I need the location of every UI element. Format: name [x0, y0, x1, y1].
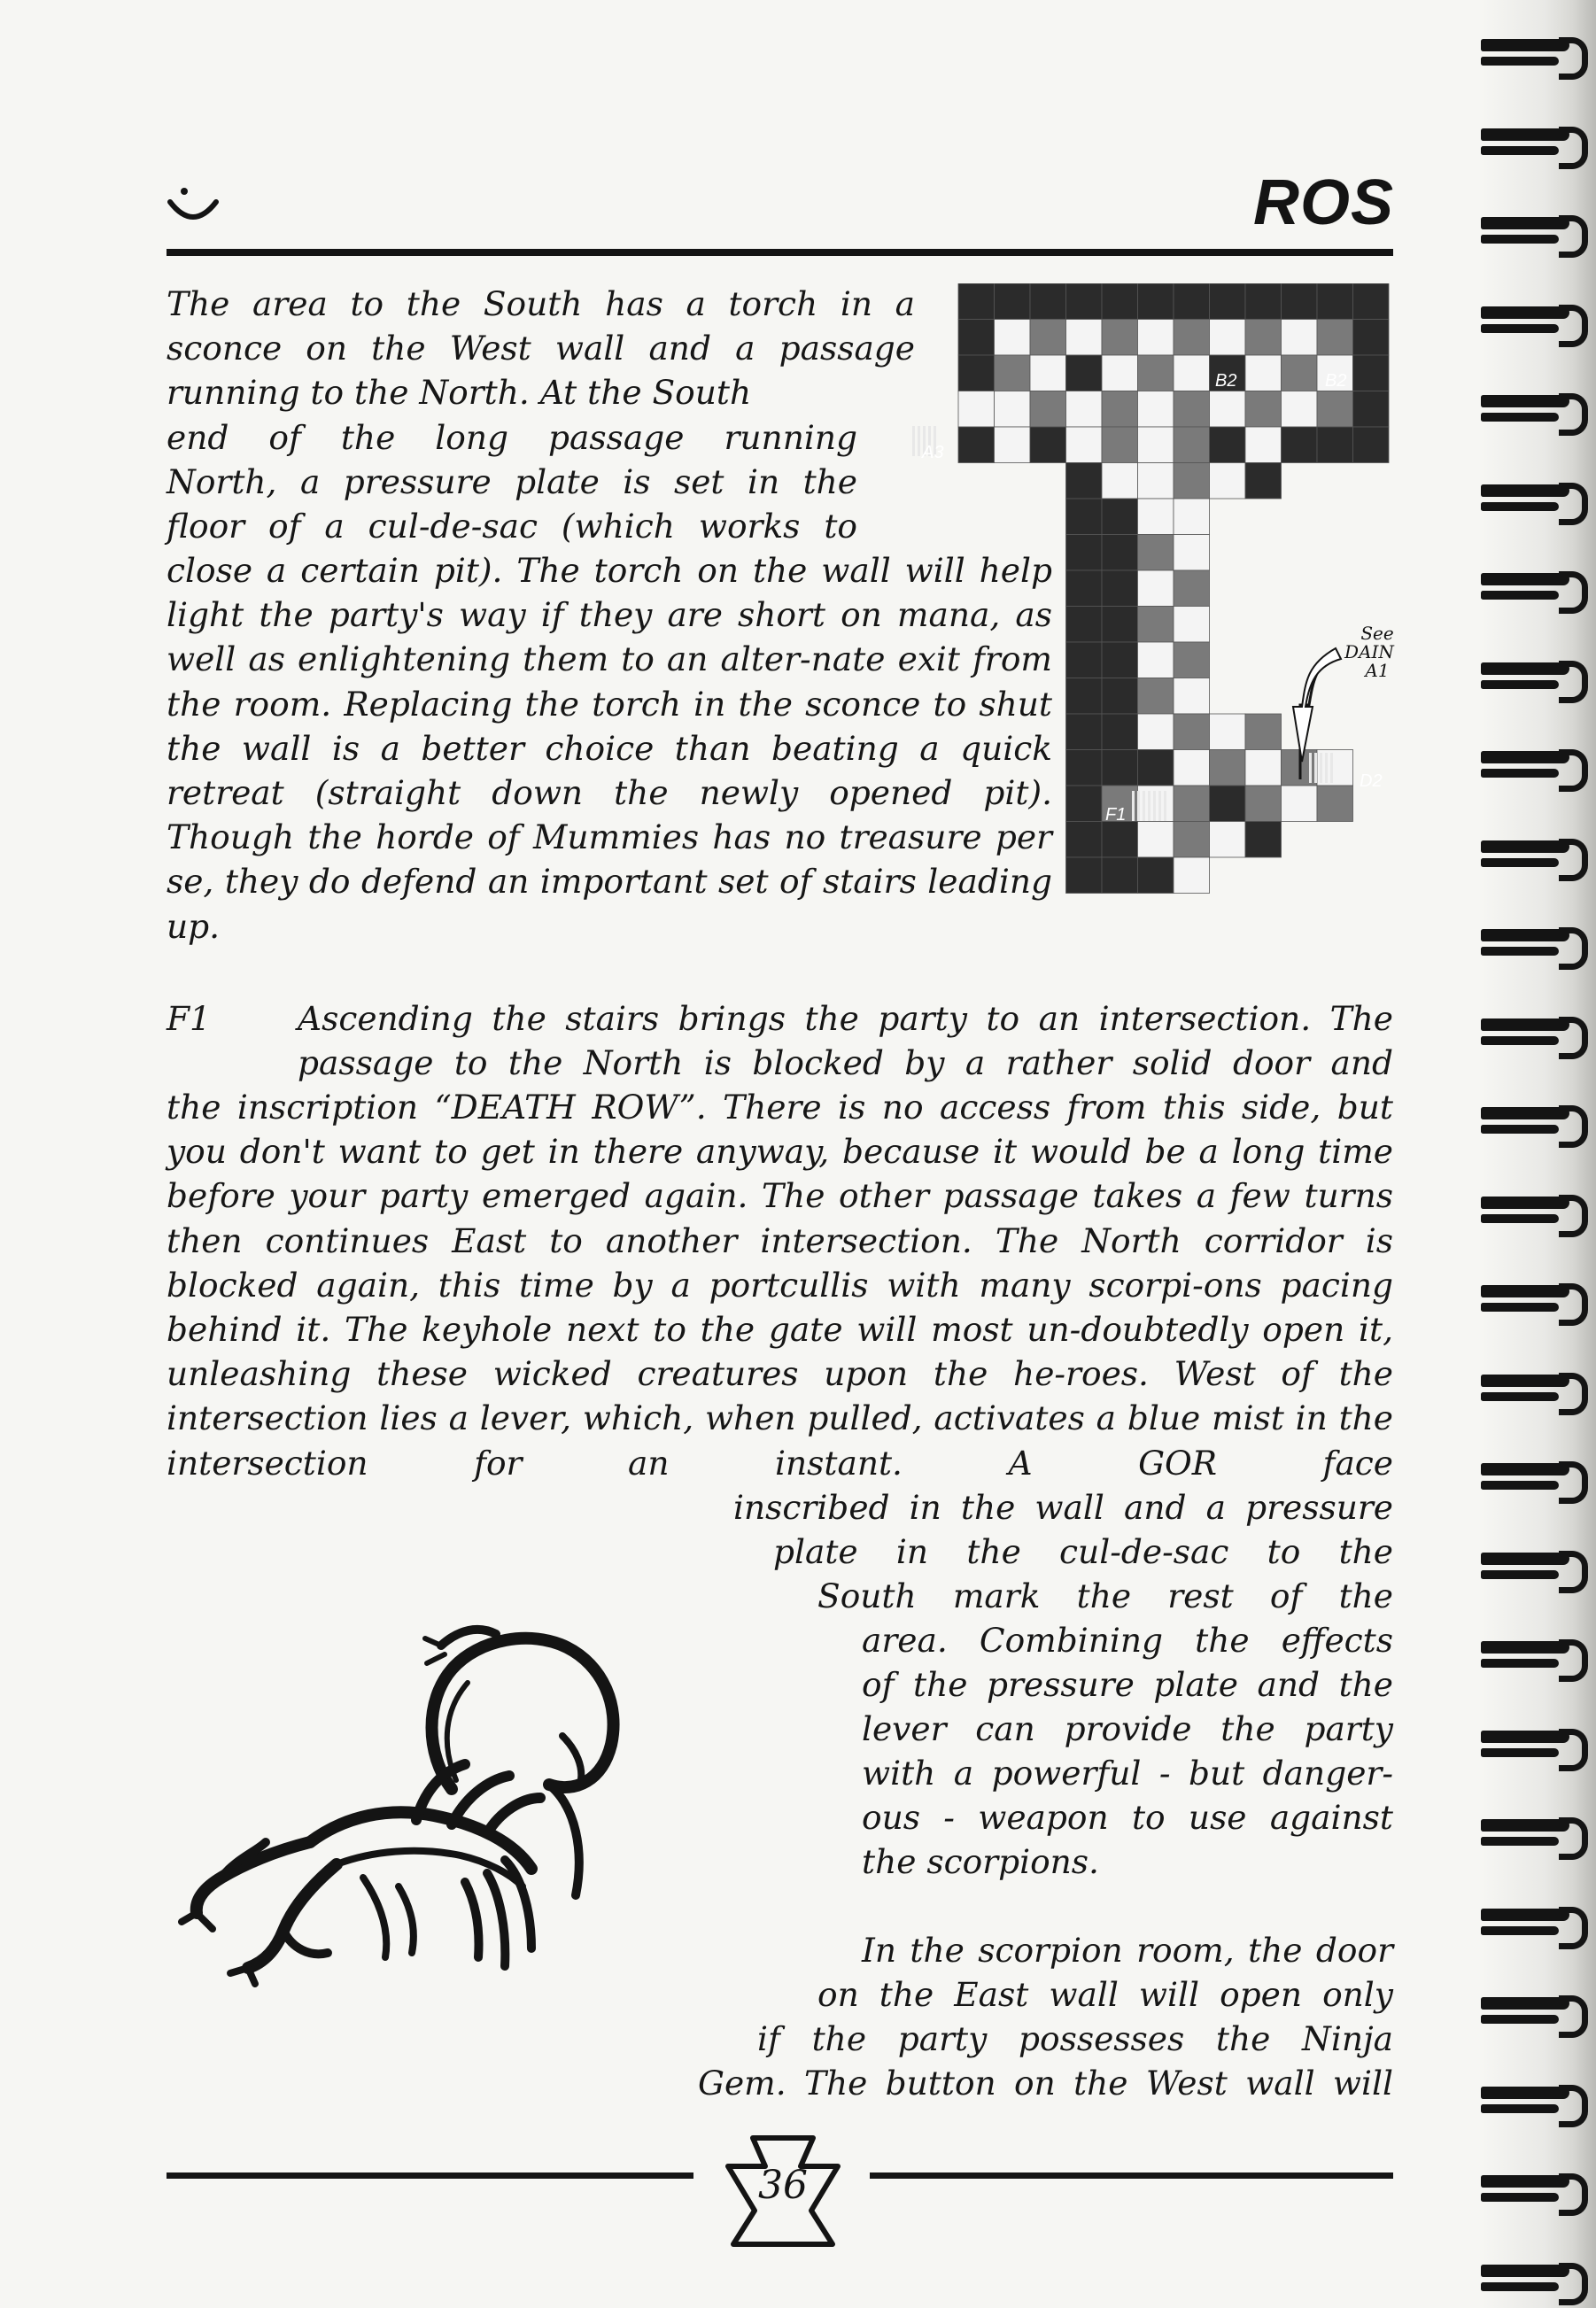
map-note-a1: A1 — [1365, 660, 1390, 681]
wrap-line: on the East wall will open only — [817, 1975, 1393, 2014]
map-cell — [1066, 499, 1103, 535]
map-stairs-mark — [1330, 753, 1333, 783]
map-cell — [1174, 570, 1210, 607]
binding-ring — [1481, 1369, 1585, 1408]
map-cell — [1210, 786, 1246, 822]
map-cell — [1030, 391, 1066, 428]
map-cell — [1317, 427, 1353, 463]
map-cell — [1066, 427, 1103, 463]
wrap-line: of the pressure plate and the — [862, 1665, 1393, 1704]
footer-divider-right — [870, 2172, 1393, 2179]
binding-ring — [1481, 390, 1585, 429]
map-label-d2: D2 — [1360, 771, 1383, 791]
wrap-line: with a powerful - but danger- — [862, 1754, 1393, 1793]
intro-line: running to the North. At the South — [167, 373, 752, 413]
map-cell — [1174, 678, 1210, 715]
map-cell — [958, 320, 995, 356]
wrap-line: inscribed in the wall and a pressure — [733, 1488, 1393, 1527]
map-cell — [1245, 750, 1282, 786]
binding-ring — [1481, 479, 1585, 518]
map-cell — [1138, 535, 1174, 571]
map-cell — [1245, 786, 1282, 822]
map-cell — [1066, 607, 1103, 643]
map-cell — [1282, 786, 1318, 822]
map-cell — [958, 283, 995, 320]
map-cell — [1174, 499, 1210, 535]
map-cell — [1066, 642, 1103, 678]
map-stairs-mark — [1314, 753, 1317, 783]
map-cell — [1245, 355, 1282, 391]
map-cell — [1138, 642, 1174, 678]
map-cell — [1138, 355, 1174, 391]
map-cell — [995, 391, 1031, 428]
map-cell — [1317, 750, 1353, 786]
binding-ring — [1481, 1903, 1585, 1942]
map-cell — [1102, 714, 1138, 750]
binding-ring — [1481, 1992, 1585, 2031]
map-cell — [1102, 678, 1138, 715]
map-cell — [1317, 320, 1353, 356]
map-cell — [1066, 750, 1103, 786]
map-cell — [1174, 857, 1210, 894]
map-cell — [1353, 391, 1390, 428]
map-cell — [958, 355, 995, 391]
f1-body-text: the inscription “DEATH ROW”. There is no access from this side, but you don't want to get in there anyway, because it would be a long time before your party emerged again. The other passage takes a few turns then continues East to another intersection. The North corridor is blocked again, this time by a portcullis with many scorpi-ons pacing behind it. The keyhole next to the gate will most un-doubtedly open it, unleashing these wicked creatures upon the he-roes. West of the intersection lies a lever, which, when pulled, activates a blue mist in the intersection for an instant. A GOR face — [167, 1088, 1393, 1483]
map-cell — [958, 427, 995, 463]
map-cell — [1102, 607, 1138, 643]
map-cell — [1138, 283, 1174, 320]
map-cell — [1102, 642, 1138, 678]
binding-ring — [1481, 34, 1585, 73]
map-cell — [1066, 714, 1103, 750]
map-cell — [958, 391, 995, 428]
map-cell — [1174, 607, 1210, 643]
binding-ring — [1481, 568, 1585, 607]
f1-line: passage to the North is blocked by a rather solid door and — [298, 1043, 1393, 1083]
binding-ring — [1481, 1725, 1585, 1764]
map-cell — [1282, 320, 1318, 356]
map-cell — [1210, 391, 1246, 428]
intro-line: North, a pressure plate is set in the — [167, 461, 857, 501]
map-cell — [1102, 355, 1138, 391]
map-stairs-mark — [918, 426, 920, 456]
wrap-line: South mark the rest of the — [817, 1576, 1393, 1615]
map-cell — [1102, 822, 1138, 858]
map-cell — [1353, 283, 1390, 320]
map-note-see: See — [1360, 623, 1394, 644]
map-cell — [1282, 427, 1318, 463]
map-cell — [1353, 427, 1390, 463]
wrap-line: the scorpions. — [862, 1842, 1099, 1881]
map-cell — [1138, 463, 1174, 500]
map-cell — [1210, 427, 1246, 463]
map-label-a3: A3 — [922, 443, 944, 462]
map-cell — [1210, 320, 1246, 356]
map-cell — [1138, 320, 1174, 356]
ros-symbol-icon — [167, 186, 220, 230]
map-note-dain: DAIN — [1344, 641, 1394, 662]
map-cell — [1138, 499, 1174, 535]
map-cell — [1066, 570, 1103, 607]
binding-ring — [1481, 301, 1585, 340]
wrap-line: Gem. The button on the West wall will — [698, 2064, 1393, 2103]
map-cell — [1138, 570, 1174, 607]
map-cell — [1066, 678, 1103, 715]
wrap-line: if the party possesses the Ninja — [757, 2019, 1393, 2058]
binding-ring — [1481, 1636, 1585, 1675]
map-cell — [1282, 283, 1318, 320]
page-number: 36 — [758, 2163, 808, 2208]
binding-ring — [1481, 1102, 1585, 1141]
map-cell — [1066, 355, 1103, 391]
binding-ring — [1481, 835, 1585, 874]
wrap-line: area. Combining the effects — [862, 1621, 1393, 1660]
binding-ring — [1481, 1547, 1585, 1586]
map-cell — [1138, 678, 1174, 715]
map-cell — [1102, 499, 1138, 535]
map-cell — [1210, 714, 1246, 750]
map-cell — [1102, 427, 1138, 463]
map-cell — [1030, 427, 1066, 463]
intro-line: end of the long passage running — [167, 417, 857, 457]
map-cell — [1030, 320, 1066, 356]
intro-paragraph-top — [167, 282, 915, 548]
map-cell — [1174, 822, 1210, 858]
map-stairs-mark — [1325, 753, 1328, 783]
f1-intro-lines — [298, 996, 1393, 1085]
binding-ring — [1481, 1191, 1585, 1230]
binding-ring — [1481, 2081, 1585, 2120]
map-cell — [1174, 463, 1210, 500]
map-cell — [1174, 786, 1210, 822]
dungeon-map — [912, 283, 1398, 907]
map-cell — [1174, 320, 1210, 356]
map-cell — [995, 427, 1031, 463]
section-label-f1: F1 — [167, 999, 211, 1038]
map-stairs-mark — [1143, 791, 1145, 821]
map-cell — [1066, 283, 1103, 320]
map-stairs-mark — [1132, 791, 1135, 821]
page-title: ROS — [1252, 167, 1394, 238]
map-cell — [1102, 283, 1138, 320]
intro-line: floor of a cul-de-sac (which works to — [167, 507, 857, 546]
map-cell — [1030, 283, 1066, 320]
map-cell — [1353, 320, 1390, 356]
binding-ring — [1481, 212, 1585, 251]
map-cell — [1138, 714, 1174, 750]
map-cell — [1317, 283, 1353, 320]
map-cell — [1245, 391, 1282, 428]
map-cell — [1174, 283, 1210, 320]
map-cell — [1245, 714, 1282, 750]
map-stairs-mark — [1164, 791, 1166, 821]
binding-ring — [1481, 1458, 1585, 1497]
map-cell — [1282, 391, 1318, 428]
map-cell — [1102, 857, 1138, 894]
wrap-line: plate in the cul-de-sac to the — [773, 1532, 1393, 1571]
map-cell — [1245, 283, 1282, 320]
map-cell — [1102, 320, 1138, 356]
intro-line: The area to the South has a torch in a — [167, 284, 915, 323]
map-stairs-mark — [1137, 791, 1140, 821]
map-cell — [1210, 283, 1246, 320]
map-cell — [1066, 822, 1103, 858]
wrap-line: lever can provide the party — [862, 1709, 1393, 1748]
map-cell — [1174, 714, 1210, 750]
binding-ring — [1481, 746, 1585, 785]
spiral-binding — [1481, 0, 1596, 2308]
scorpion-illustration — [159, 1559, 735, 2019]
map-cell — [1210, 750, 1246, 786]
map-cell — [995, 355, 1031, 391]
map-cell — [1210, 463, 1246, 500]
intro-line: sconce on the West wall and a passage — [167, 329, 915, 368]
map-cell — [1066, 857, 1103, 894]
map-cell — [1138, 750, 1174, 786]
map-label-b2: B2 — [1215, 371, 1237, 391]
binding-ring — [1481, 924, 1585, 963]
binding-ring — [1481, 1013, 1585, 1052]
wrap-line: In the scorpion room, the door — [862, 1931, 1393, 1970]
map-label-f1: F1 — [1105, 805, 1127, 825]
header-divider — [167, 249, 1393, 256]
footer-divider-left — [167, 2172, 693, 2179]
wrap-line: ous - weapon to use against — [862, 1798, 1393, 1837]
map-cell — [1282, 355, 1318, 391]
intro-continuation-text: close a certain pit). The torch on the wall will help light the party's way if they are short on mana, as well as enlightening them to an alter-nate exit from the room. Replacing the torch in the sconce to shut the wall is a better choice than beating a quick retreat (straight down the newly opened pit). Though the horde of Mummies has no treasure per se, they do defend an important set of stairs leading up. — [167, 551, 1052, 946]
map-cell — [1245, 463, 1282, 500]
map-cell — [1102, 463, 1138, 500]
map-cell — [1174, 391, 1210, 428]
map-cell — [1102, 535, 1138, 571]
binding-ring — [1481, 2170, 1585, 2209]
map-cell — [1066, 535, 1103, 571]
map-cell — [1317, 391, 1353, 428]
map-stairs-mark — [1320, 753, 1322, 783]
map-stairs-mark — [1148, 791, 1151, 821]
map-cell — [1102, 391, 1138, 428]
map-cell — [1174, 427, 1210, 463]
f1-line: Ascending the stairs brings the party to an intersection. The — [298, 999, 1393, 1038]
map-cell — [1138, 391, 1174, 428]
map-cell — [1353, 355, 1390, 391]
map-cell — [1066, 463, 1103, 500]
map-cell — [1245, 320, 1282, 356]
map-stairs-mark — [1158, 791, 1161, 821]
map-cell — [995, 283, 1031, 320]
binding-ring — [1481, 1814, 1585, 1853]
f1-body-paragraph — [167, 1085, 1393, 1485]
map-cell — [1245, 427, 1282, 463]
map-cell — [1066, 391, 1103, 428]
binding-ring — [1481, 2259, 1585, 2298]
map-cell — [1138, 857, 1174, 894]
map-cell — [1174, 750, 1210, 786]
map-cell — [1102, 750, 1138, 786]
map-cell — [1138, 822, 1174, 858]
binding-ring — [1481, 1280, 1585, 1319]
map-cell — [1210, 822, 1246, 858]
map-cell — [1174, 355, 1210, 391]
binding-ring — [1481, 657, 1585, 696]
map-cell — [1174, 642, 1210, 678]
map-cell — [1102, 570, 1138, 607]
map-cell — [1030, 355, 1066, 391]
map-cell — [995, 320, 1031, 356]
map-stairs-mark — [912, 426, 915, 456]
binding-ring — [1481, 123, 1585, 162]
map-stairs-mark — [1153, 791, 1156, 821]
map-cell — [1138, 427, 1174, 463]
map-cell — [1066, 320, 1103, 356]
map-label-b2: B2 — [1325, 371, 1347, 391]
map-cell — [1174, 535, 1210, 571]
map-cell — [1138, 607, 1174, 643]
map-stairs-mark — [1309, 753, 1312, 783]
map-cell — [1066, 786, 1103, 822]
map-cell — [1245, 822, 1282, 858]
map-cell — [1317, 786, 1353, 822]
